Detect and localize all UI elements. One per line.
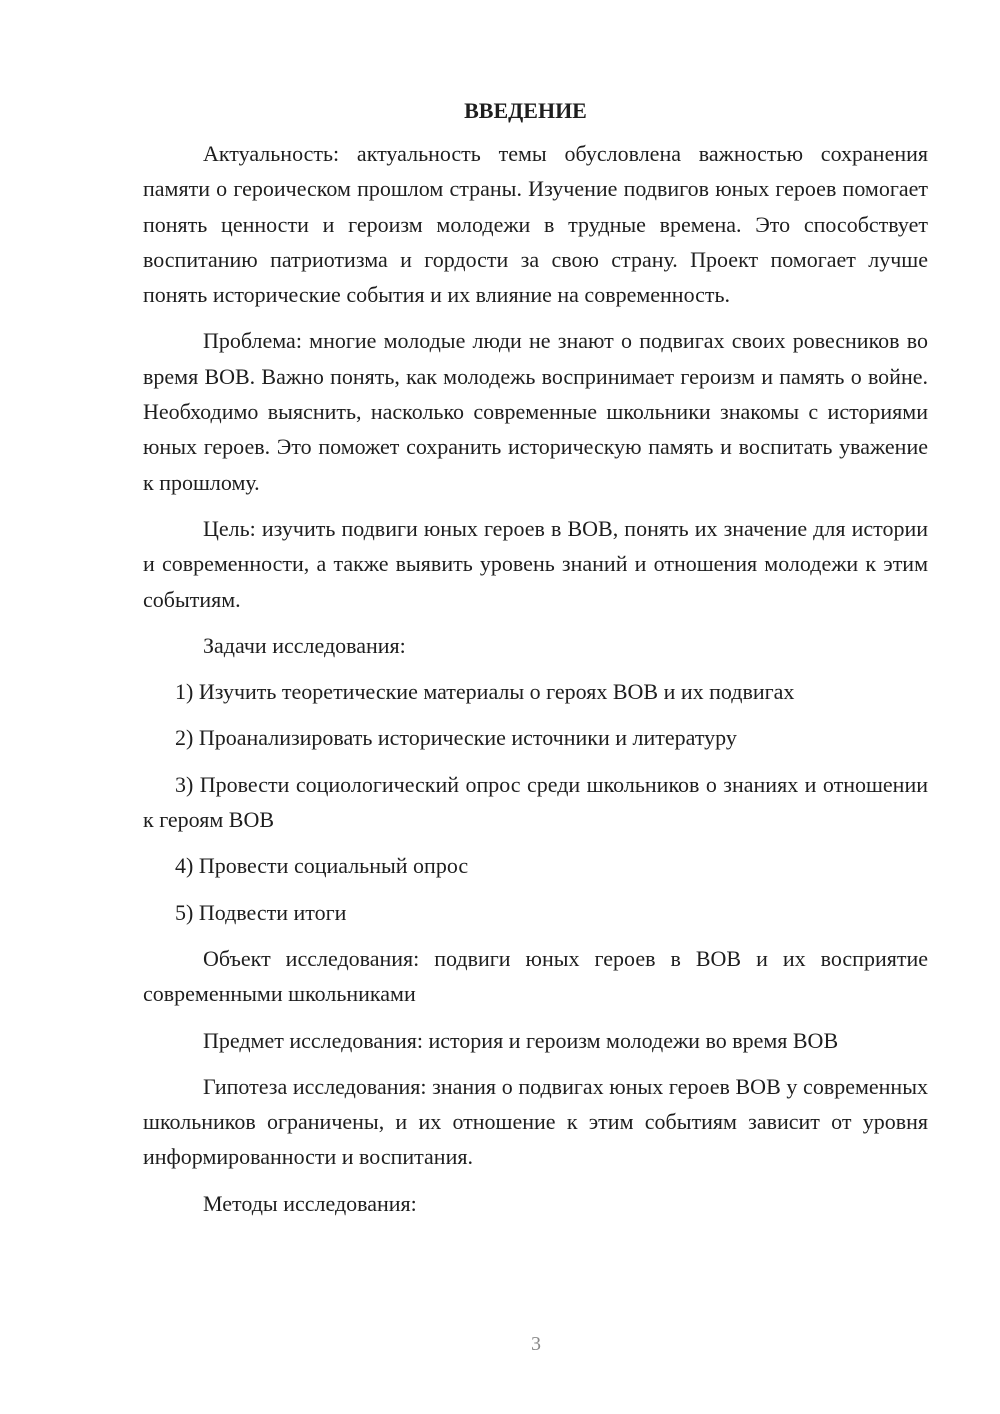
subject-paragraph: Предмет исследования: история и героизм молодежи во время ВОВ (203, 1027, 839, 1053)
task-item: 4) Провести социальный опрос (175, 853, 469, 879)
relevance-paragraph: Актуальность: актуальность темы обусловлена важностью сохранения памяти о героическом прошлом страны. Изучение подвигов юных героев помогает понять ценности и героизм молодежи в трудные времена. Это способствует воспитанию патриотизма и гордости за свою страну. Проект помогает лучше понять исторические события и их влияние на современность. (143, 141, 928, 308)
task-item: 2) Проанализировать исторические источники и литературу (175, 725, 737, 751)
problem-paragraph: Проблема: многие молодые люди не знают о подвигах своих ровесников во время ВОВ. Важно понять, как молодежь воспринимает героизм и память о войне. Необходимо выяснить, насколько современные школьники знакомы с историями юных героев. Это поможет сохранить историческую память и воспитать уважение к прошлому. (143, 328, 928, 495)
hypothesis-paragraph: Гипотеза исследования: знания о подвигах юных героев ВОВ у современных школьников ограничены, и их отношение к этим событиям зависит от уровня информированности и воспитания. (143, 1073, 928, 1170)
task-item: 3) Провести социологический опрос среди школьников о знаниях и отношении к героям ВОВ (143, 771, 928, 833)
task-item: 5) Подвести итоги (175, 899, 347, 925)
page-number: 3 (531, 1333, 541, 1355)
tasks-heading: Задачи исследования: (203, 632, 406, 658)
object-paragraph: Объект исследования: подвиги юных героев в ВОВ и их восприятие современными школьниками (143, 945, 928, 1007)
goal-paragraph: Цель: изучить подвиги юных героев в ВОВ, понять их значение для истории и современности, а также выявить уровень знаний и отношения молодежи к этим событиям. (143, 515, 928, 612)
section-heading: ВВЕДЕНИЕ (464, 98, 587, 123)
task-item: 1) Изучить теоретические материалы о героях ВОВ и их подвигах (175, 679, 795, 705)
methods-heading: Методы исследования: (203, 1190, 417, 1216)
